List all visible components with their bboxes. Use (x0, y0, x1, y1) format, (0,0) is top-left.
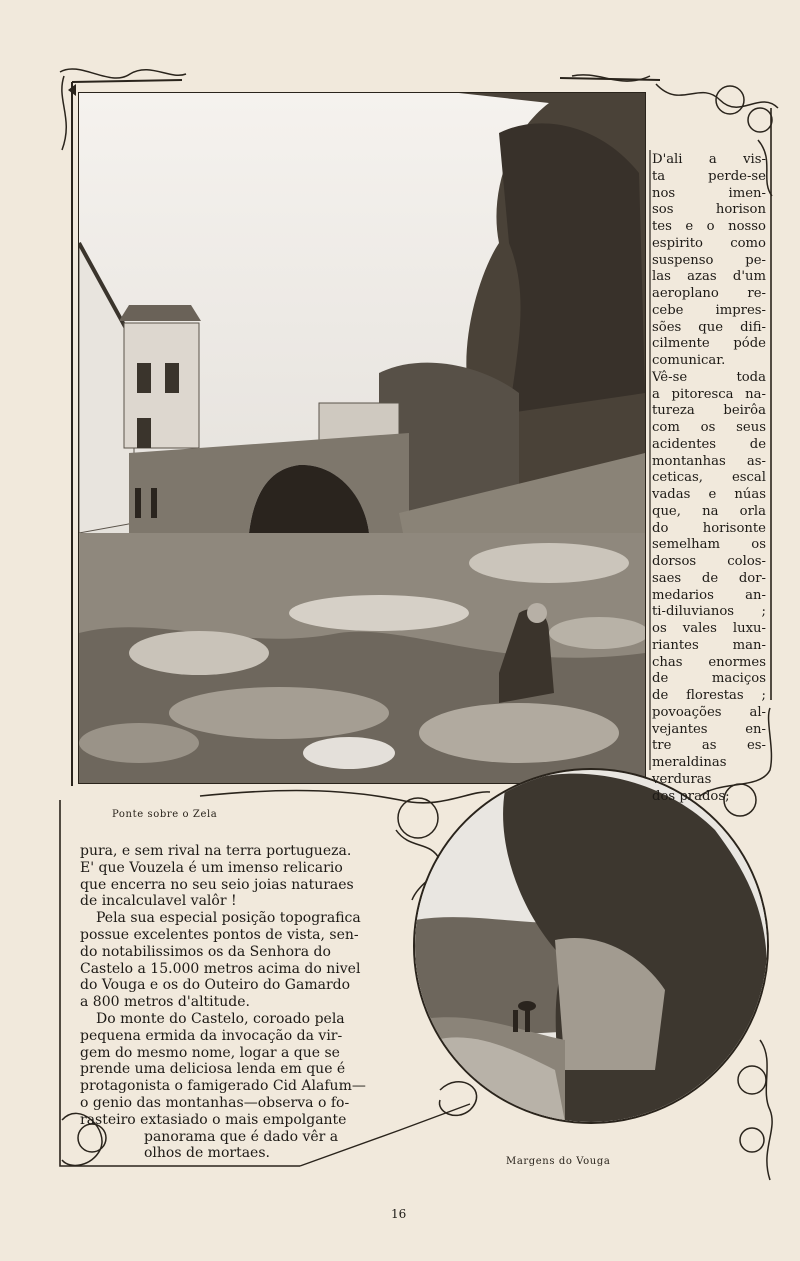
side-line: aeroplano re- (652, 286, 766, 301)
side-line: cilmente póde (652, 336, 766, 352)
side-line: sos horison (652, 202, 766, 218)
body-line: panorama que é dado vêr a (144, 1128, 339, 1145)
side-line: tureza beirôa (652, 403, 766, 419)
side-line: D'ali a vis- (652, 152, 766, 167)
side-line: cebe impres- (652, 302, 766, 318)
side-line: vejantes en- (652, 721, 766, 737)
body-line: prende uma deliciosa lenda em que é (80, 1061, 346, 1078)
body-line: pequena ermida da invocação da vir- (80, 1027, 343, 1044)
body-line: a 800 metros d'altitude. (80, 994, 250, 1011)
side-line: semelham os (652, 537, 766, 553)
body-line: do notabilissimos os da Senhora do (80, 943, 331, 960)
bridge-scene-image (79, 93, 645, 783)
side-line: verduras (652, 771, 712, 787)
bridge-photograph (78, 92, 646, 784)
page-number: 16 (391, 1207, 407, 1221)
side-line: espirito como (652, 235, 766, 251)
body-text (80, 843, 392, 1162)
side-line: las azas d'um (652, 269, 766, 285)
body-line: gem do mesmo nome, logar a que se (80, 1044, 340, 1061)
river-banks-photograph (413, 768, 769, 1124)
side-line: suspenso pe- (652, 252, 766, 268)
side-line: ceticas, escal (652, 470, 766, 486)
side-line: chas enormes (652, 654, 766, 670)
body-line: Castelo a 15.000 metros acima do nivel (80, 960, 361, 977)
body-line: possue excelentes pontos de vista, sen- (80, 926, 359, 943)
body-line: protagonista o famigerado Cid Alafum— (80, 1078, 366, 1095)
side-line: acidentes de (652, 436, 766, 452)
body-line: E' que Vouzela é um imenso relicario (80, 859, 343, 876)
side-line: do horisonte (652, 520, 766, 536)
body-line: do Vouga e os do Outeiro do Gamardo (80, 977, 351, 994)
side-line: medarios an- (652, 587, 766, 603)
body-line: Do monte do Castelo, coroado pela (96, 1010, 345, 1027)
body-line: olhos de mortaes. (144, 1145, 270, 1162)
side-line: nos imen- (652, 185, 766, 201)
river-banks-scene-image (415, 770, 767, 1122)
side-line: com os seus (652, 420, 766, 435)
main-photo-caption: Ponte sobre o Zela (112, 809, 218, 820)
side-line: tes e o nosso (652, 219, 766, 234)
body-line: Pela sua especial posição topografica (96, 910, 361, 927)
side-line: de florestas ; (652, 688, 766, 703)
side-line: Vê-se toda (652, 369, 766, 385)
side-line: a pitoresca na- (652, 386, 766, 402)
side-line: os vales luxu- (652, 621, 766, 636)
side-line: montanhas as- (652, 453, 766, 469)
side-line: ta perde-se (652, 168, 766, 184)
side-line: sões que difi- (652, 319, 766, 335)
side-line: ti-diluvianos ; (652, 604, 766, 620)
round-photo-caption: Margens do Vouga (506, 1156, 611, 1167)
body-line: o genio das montanhas—observa o fo- (80, 1094, 350, 1111)
body-line: de incalculavel valôr ! (80, 893, 237, 910)
side-line: tre as es- (652, 738, 766, 754)
body-line: rasteiro extasiado o mais empolgante (80, 1111, 347, 1128)
side-line: comunicar. (652, 353, 726, 368)
side-line: meraldinas (652, 755, 727, 770)
side-line: que, na orla (652, 503, 766, 519)
side-line: riantes man- (652, 637, 766, 653)
side-line: povoações al- (652, 704, 766, 720)
side-column-text (652, 152, 766, 805)
side-line: de maciços (652, 671, 766, 687)
side-line: saes de dor- (652, 570, 766, 586)
body-line: que encerra no seu seio joias naturaes (80, 876, 354, 893)
side-line: dos prados; (652, 788, 730, 804)
side-line: vadas e núas (652, 487, 766, 502)
body-line: pura, e sem rival na terra portugueza. (80, 843, 352, 859)
side-line: dorsos colos- (652, 554, 766, 569)
